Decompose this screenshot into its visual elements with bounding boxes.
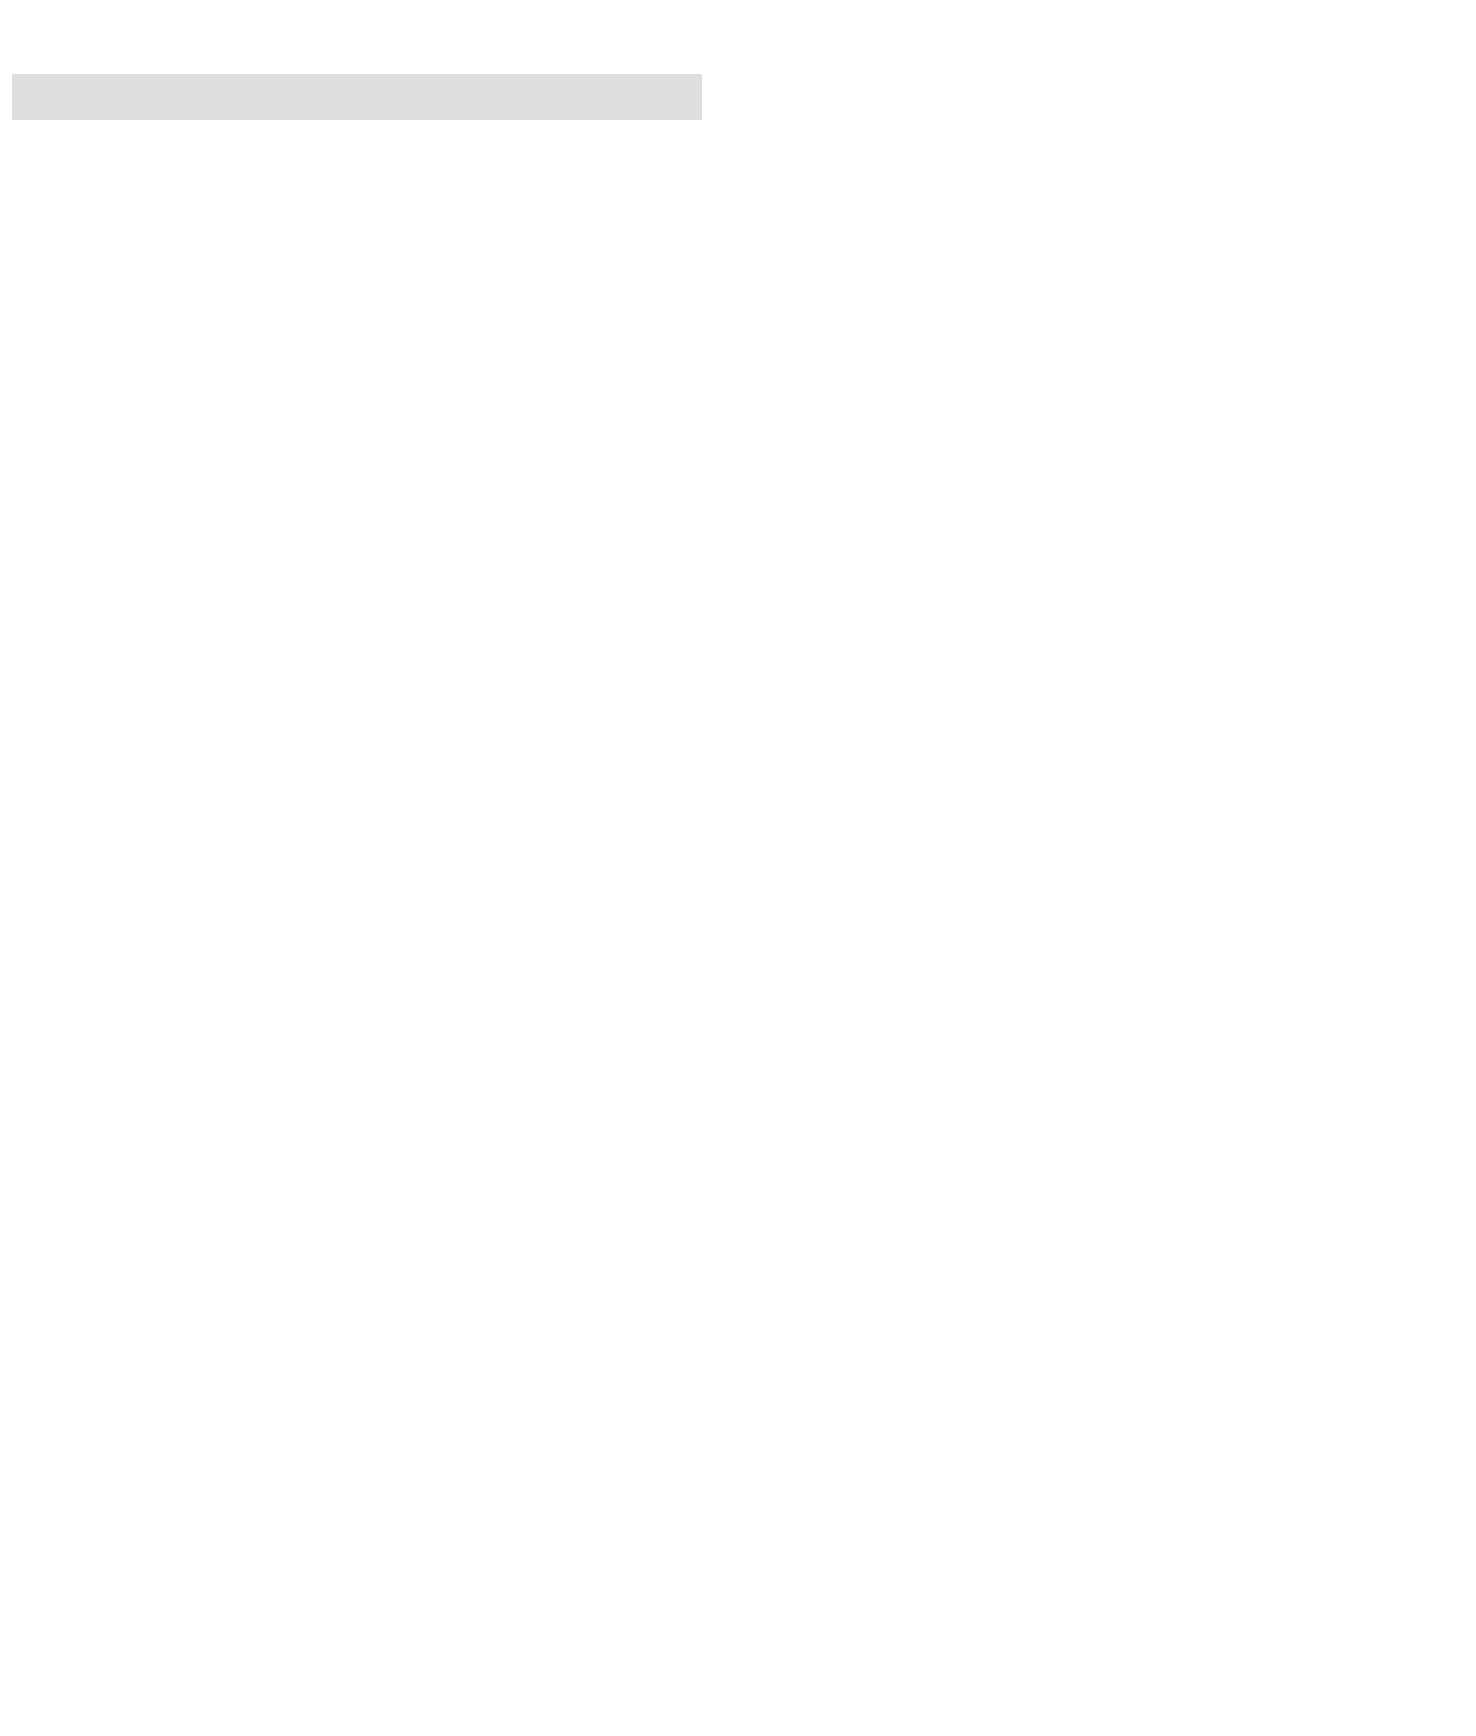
- right-column: [700, 6, 1476, 627]
- viscosity-temperature-selection-chart: [700, 6, 1476, 606]
- vopt-highlight-box: [12, 74, 702, 120]
- left-column: [12, 34, 652, 140]
